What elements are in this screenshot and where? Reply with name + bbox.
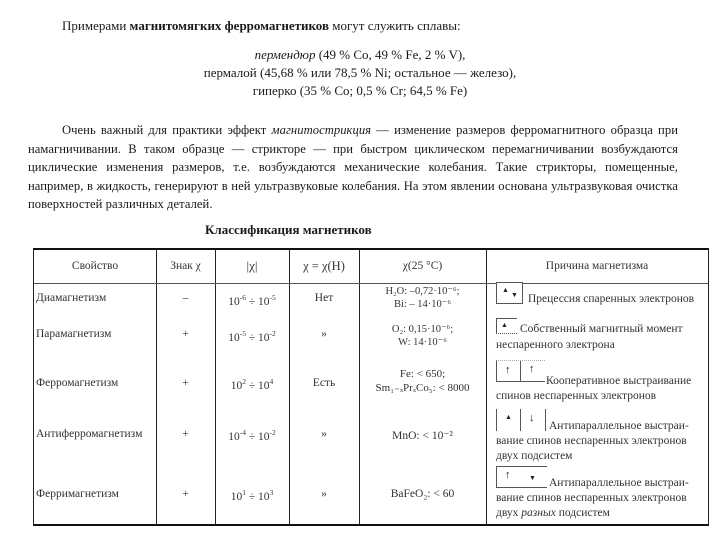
paragraph-term: магнитострикция bbox=[271, 123, 372, 137]
cause-text: Прецессия спаренных электронов bbox=[528, 293, 695, 305]
spin-diagram-icon bbox=[496, 318, 517, 334]
cause-text: неспаренного электрона bbox=[496, 339, 615, 351]
row-value: MnO: < 10⁻² bbox=[392, 430, 453, 442]
alloy-item bbox=[160, 64, 560, 82]
cause-text: вание спинов неспаренных электронов bbox=[496, 435, 687, 447]
alloy-composition: (45,68 % или 78,5 % Ni; остальное — железо), bbox=[256, 65, 517, 80]
header-cause: Причина магнетизма bbox=[545, 260, 649, 272]
row-value: O₂: 0,15·10⁻⁶; W: 14·10⁻⁶ bbox=[391, 324, 454, 348]
row-magnitude: $10^{-6} \div 10^{-5}$ bbox=[228, 293, 276, 308]
cause-text: Собственный магнитный момент bbox=[520, 323, 683, 335]
cause-text: двух подсистем bbox=[496, 450, 573, 462]
row-value: BaFeO₂: < 60 bbox=[390, 488, 455, 500]
spin-diagram-icon bbox=[496, 360, 545, 382]
spin-up-icon: ↑ bbox=[505, 469, 511, 481]
row-property: Диамагнетизм bbox=[36, 292, 107, 304]
row-property: Антиферромагнетизм bbox=[36, 428, 143, 440]
cause-text: Кооперативное выстраивание bbox=[546, 375, 692, 387]
row-property: Ферромагнетизм bbox=[36, 377, 119, 389]
row-magnitude: $10^1 \div 10^3$ bbox=[230, 488, 274, 503]
alloy-name: гиперко bbox=[252, 83, 297, 98]
magnetics-classification-table bbox=[33, 248, 709, 526]
spin-diagram-icon bbox=[496, 466, 547, 488]
row-sign: + bbox=[182, 377, 189, 389]
spin-diagram-icon bbox=[496, 409, 547, 431]
header-property: Свойство bbox=[71, 260, 119, 272]
table-title: Классификация магнетиков bbox=[205, 222, 372, 237]
row-property: Парамагнетизм bbox=[36, 328, 112, 340]
alloy-composition: (49 % Co, 49 % Fe, 2 % V), bbox=[315, 47, 466, 62]
spin-up-icon: ↑ bbox=[529, 363, 535, 375]
cause-text: Антипараллельное выстраи- bbox=[549, 420, 689, 432]
intro-prefix: Примерами bbox=[62, 18, 130, 33]
alloy-item bbox=[160, 46, 560, 64]
row-dependence: Есть bbox=[312, 377, 336, 389]
spin-up-icon: ▲ bbox=[502, 286, 509, 294]
row-magnitude: $10^{-5} \div 10^{-2}$ bbox=[228, 329, 276, 344]
spin-up-icon: ↑ bbox=[505, 364, 511, 376]
header-dependence: χ = χ(H) bbox=[303, 259, 345, 273]
intro-line bbox=[62, 18, 461, 34]
cause-text: двух разных подсистем bbox=[496, 507, 610, 519]
row-sign: + bbox=[182, 488, 189, 500]
row-dependence: » bbox=[321, 428, 327, 440]
spin-down-icon: ▼ bbox=[529, 474, 536, 482]
row-dependence: » bbox=[321, 488, 327, 500]
row-magnitude: $10^{-4} \div 10^{-2}$ bbox=[228, 428, 276, 443]
magnetostriction-paragraph bbox=[28, 121, 678, 214]
row-dependence: » bbox=[321, 328, 327, 340]
spin-up-icon: ▲ bbox=[505, 413, 512, 421]
row-sign: – bbox=[182, 292, 189, 304]
cause-text: вание спинов неспаренных электронов bbox=[496, 492, 687, 504]
column-divider bbox=[486, 250, 487, 524]
header-sign: Знак χ bbox=[170, 260, 201, 272]
spin-down-icon: ▼ bbox=[511, 291, 518, 299]
row-sign: + bbox=[182, 428, 189, 440]
row-dependence: Нет bbox=[314, 292, 334, 304]
spin-up-icon: ▲ bbox=[501, 321, 508, 329]
alloy-name: пермалой bbox=[203, 65, 257, 80]
paragraph-text: — изменение размеров ферромагнитного образца при намагничивании. В таком образце — стрикторе — при быстром циклическом перемагничивании возбуждаются циклические изменения размеров, т.е. возбуждаются механические колебания. Такие стрикторы, помещенные, например, в жидкость, генерируют в ней ультразвуковые колебания. На этом явлении основана ультразвуковая очистка поверхностей различных деталей. bbox=[28, 123, 678, 212]
cause-text: спинов неспаренных электронов bbox=[496, 390, 657, 402]
header-magnitude: |χ| bbox=[246, 258, 258, 273]
alloy-item bbox=[160, 82, 560, 100]
alloys-list bbox=[160, 46, 560, 100]
alloy-composition: (35 % Co; 0,5 % Cr; 64,5 % Fe) bbox=[296, 83, 468, 98]
header-value-25c: χ(25 °C) bbox=[402, 260, 443, 272]
row-value: H₂O: –0,72·10⁻⁶; Bi: – 14·10⁻⁶ bbox=[385, 286, 460, 310]
row-property: Ферримагнетизм bbox=[36, 488, 119, 500]
row-sign: + bbox=[182, 328, 189, 340]
header-divider bbox=[34, 283, 708, 284]
intro-suffix: могут служить сплавы: bbox=[328, 18, 461, 33]
row-magnitude: $10^2 \div 10^4$ bbox=[230, 377, 274, 392]
spin-down-icon: ↓ bbox=[529, 412, 535, 424]
spin-diagram-icon bbox=[496, 282, 523, 304]
paragraph-text: Очень важный для практики эффект bbox=[62, 123, 272, 137]
alloy-name: пермендюр bbox=[254, 47, 316, 62]
intro-bold-term: магнитомягких ферромагнетиков bbox=[129, 18, 329, 33]
row-value: Fe: < 650; Sm₁₋ₓPrₓCo₅: < 8000 bbox=[375, 368, 470, 394]
cause-text: Антипараллельное выстраи- bbox=[549, 477, 689, 489]
